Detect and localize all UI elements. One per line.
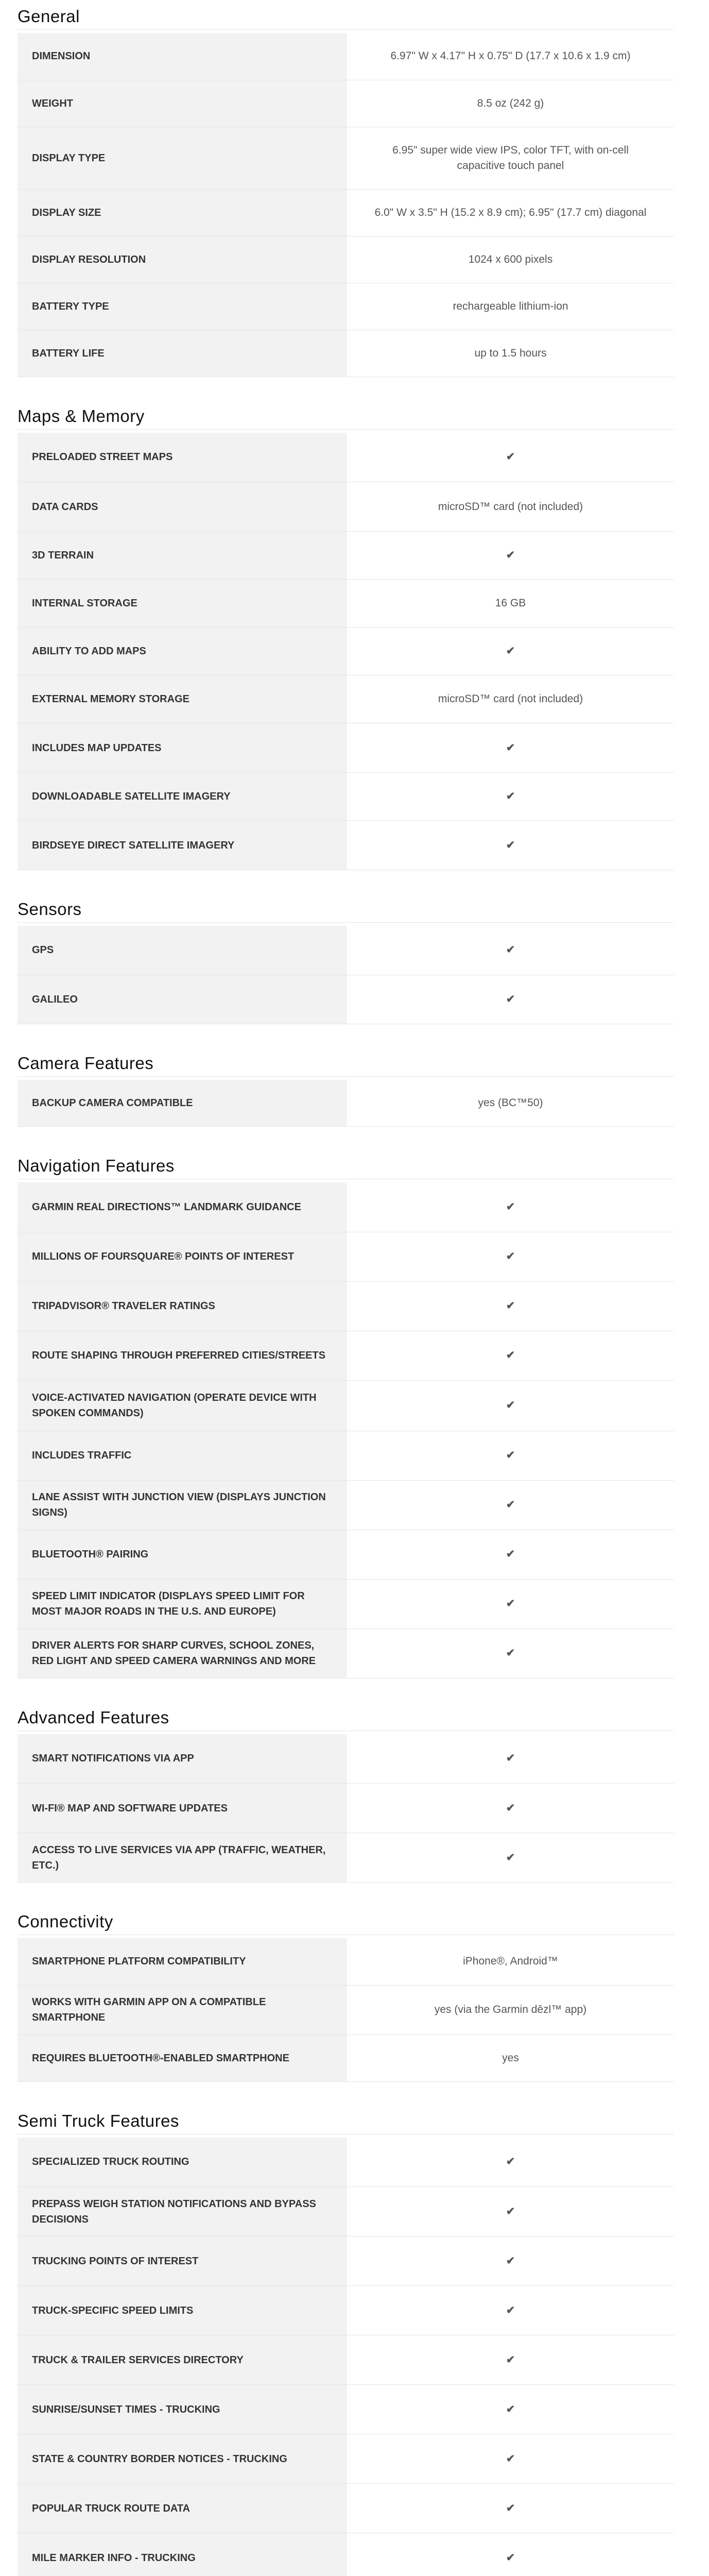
spec-label: PREPASS WEIGH STATION NOTIFICATIONS AND BYPASS DECISIONS bbox=[18, 2187, 347, 2236]
spec-table bbox=[18, 1080, 674, 1127]
spec-row bbox=[18, 1734, 674, 1784]
spec-label: SPECIALIZED TRUCK ROUTING bbox=[18, 2138, 347, 2187]
spec-label: EXTERNAL MEMORY STORAGE bbox=[18, 675, 347, 723]
spec-row bbox=[18, 1431, 674, 1480]
spec-row bbox=[18, 723, 674, 773]
spec-row bbox=[18, 821, 674, 870]
checkmark-icon: ✔ bbox=[347, 821, 674, 870]
spec-label: MILE MARKER INFO - TRUCKING bbox=[18, 2533, 347, 2576]
spec-label: DIMENSION bbox=[18, 33, 347, 80]
spec-row bbox=[18, 2484, 674, 2533]
spec-row bbox=[18, 773, 674, 821]
spec-section bbox=[18, 1908, 674, 2082]
spec-label: INTERNAL STORAGE bbox=[18, 580, 347, 628]
spec-row bbox=[18, 2385, 674, 2434]
spec-label: DISPLAY TYPE bbox=[18, 127, 347, 189]
checkmark-icon: ✔ bbox=[347, 2385, 674, 2434]
spec-row bbox=[18, 1629, 674, 1678]
checkmark-icon: ✔ bbox=[347, 1380, 674, 1431]
checkmark-icon: ✔ bbox=[347, 628, 674, 675]
spec-value: 6.97" W x 4.17" H x 0.75" D (17.7 x 10.6 x 1.9 cm) bbox=[347, 33, 674, 80]
spec-section bbox=[18, 3, 674, 377]
spec-section bbox=[18, 896, 674, 1024]
checkmark-icon: ✔ bbox=[347, 2434, 674, 2484]
spec-label: SUNRISE/SUNSET TIMES - TRUCKING bbox=[18, 2385, 347, 2434]
spec-label: TRUCK & TRAILER SERVICES DIRECTORY bbox=[18, 2335, 347, 2385]
spec-table bbox=[18, 926, 674, 1024]
checkmark-icon: ✔ bbox=[347, 1579, 674, 1629]
section-title: Maps & Memory bbox=[18, 403, 674, 430]
spec-label: INCLUDES TRAFFIC bbox=[18, 1431, 347, 1480]
spec-label: DISPLAY SIZE bbox=[18, 189, 347, 236]
spec-label: SPEED LIMIT INDICATOR (DISPLAYS SPEED LIMIT FOR MOST MAJOR ROADS IN THE U.S. AND EUROPE) bbox=[18, 1579, 347, 1629]
spec-label: BATTERY TYPE bbox=[18, 283, 347, 330]
spec-label: GARMIN REAL DIRECTIONS™ LANDMARK GUIDANCE bbox=[18, 1182, 347, 1232]
checkmark-icon: ✔ bbox=[347, 2138, 674, 2187]
checkmark-icon: ✔ bbox=[347, 1629, 674, 1678]
spec-row bbox=[18, 2434, 674, 2484]
spec-label: DOWNLOADABLE SATELLITE IMAGERY bbox=[18, 773, 347, 821]
spec-row bbox=[18, 127, 674, 189]
spec-label: LANE ASSIST WITH JUNCTION VIEW (DISPLAYS JUNCTION SIGNS) bbox=[18, 1480, 347, 1530]
spec-row bbox=[18, 1985, 674, 2035]
section-title: Navigation Features bbox=[18, 1153, 674, 1179]
spec-row bbox=[18, 2533, 674, 2576]
spec-label: INCLUDES MAP UPDATES bbox=[18, 723, 347, 773]
spec-section bbox=[18, 1704, 674, 1883]
spec-row bbox=[18, 1579, 674, 1629]
spec-label: VOICE-ACTIVATED NAVIGATION (OPERATE DEVICE WITH SPOKEN COMMANDS) bbox=[18, 1380, 347, 1431]
spec-label: POPULAR TRUCK ROUTE DATA bbox=[18, 2484, 347, 2533]
section-title: Sensors bbox=[18, 896, 674, 923]
spec-row bbox=[18, 283, 674, 330]
spec-row bbox=[18, 975, 674, 1024]
spec-value: 6.95" super wide view IPS, color TFT, with on-cell capacitive touch panel bbox=[347, 127, 674, 189]
spec-label: GPS bbox=[18, 926, 347, 975]
spec-row bbox=[18, 1938, 674, 1985]
spec-section bbox=[18, 1153, 674, 1679]
spec-value: microSD™ card (not included) bbox=[347, 482, 674, 532]
section-title: Semi Truck Features bbox=[18, 2108, 674, 2134]
checkmark-icon: ✔ bbox=[347, 2484, 674, 2533]
checkmark-icon: ✔ bbox=[347, 2236, 674, 2286]
checkmark-icon: ✔ bbox=[347, 1530, 674, 1579]
spec-row bbox=[18, 433, 674, 482]
spec-row bbox=[18, 675, 674, 723]
spec-row bbox=[18, 1833, 674, 1883]
spec-label: BATTERY LIFE bbox=[18, 330, 347, 377]
spec-label: TRIPADVISOR® TRAVELER RATINGS bbox=[18, 1281, 347, 1331]
spec-value: yes bbox=[347, 2035, 674, 2081]
checkmark-icon: ✔ bbox=[347, 2335, 674, 2385]
spec-label: SMART NOTIFICATIONS VIA APP bbox=[18, 1734, 347, 1784]
spec-label: REQUIRES BLUETOOTH®-ENABLED SMARTPHONE bbox=[18, 2035, 347, 2081]
checkmark-icon: ✔ bbox=[347, 1480, 674, 1530]
spec-label: ABILITY TO ADD MAPS bbox=[18, 628, 347, 675]
checkmark-icon: ✔ bbox=[347, 1784, 674, 1833]
spec-row bbox=[18, 628, 674, 675]
spec-row bbox=[18, 1080, 674, 1127]
spec-row bbox=[18, 1530, 674, 1579]
spec-row bbox=[18, 236, 674, 283]
spec-label: DISPLAY RESOLUTION bbox=[18, 236, 347, 283]
spec-value: iPhone®, Android™ bbox=[347, 1938, 674, 1985]
spec-section bbox=[18, 2108, 674, 2576]
spec-value: yes (via the Garmin dēzl™ app) bbox=[347, 1985, 674, 2035]
spec-row bbox=[18, 1784, 674, 1833]
spec-row bbox=[18, 926, 674, 975]
spec-label: WEIGHT bbox=[18, 80, 347, 127]
checkmark-icon: ✔ bbox=[347, 1232, 674, 1281]
checkmark-icon: ✔ bbox=[347, 532, 674, 580]
spec-row bbox=[18, 1380, 674, 1431]
checkmark-icon: ✔ bbox=[347, 2286, 674, 2335]
spec-section bbox=[18, 403, 674, 871]
checkmark-icon: ✔ bbox=[347, 1281, 674, 1331]
checkmark-icon: ✔ bbox=[347, 1833, 674, 1883]
checkmark-icon: ✔ bbox=[347, 433, 674, 482]
spec-label: TRUCK-SPECIFIC SPEED LIMITS bbox=[18, 2286, 347, 2335]
spec-row bbox=[18, 80, 674, 127]
spec-table bbox=[18, 433, 674, 871]
spec-label: BACKUP CAMERA COMPATIBLE bbox=[18, 1080, 347, 1127]
spec-row bbox=[18, 2035, 674, 2081]
spec-label: 3D TERRAIN bbox=[18, 532, 347, 580]
section-title: Connectivity bbox=[18, 1908, 674, 1935]
spec-label: SMARTPHONE PLATFORM COMPATIBILITY bbox=[18, 1938, 347, 1985]
checkmark-icon: ✔ bbox=[347, 723, 674, 773]
spec-table bbox=[18, 1182, 674, 1679]
spec-table bbox=[18, 1734, 674, 1883]
checkmark-icon: ✔ bbox=[347, 2533, 674, 2576]
spec-row bbox=[18, 330, 674, 377]
spec-row bbox=[18, 2236, 674, 2286]
spec-table bbox=[18, 1938, 674, 2082]
spec-row bbox=[18, 1182, 674, 1232]
section-title: Advanced Features bbox=[18, 1704, 674, 1731]
spec-label: GALILEO bbox=[18, 975, 347, 1024]
spec-row bbox=[18, 532, 674, 580]
spec-label: DATA CARDS bbox=[18, 482, 347, 532]
spec-label: BIRDSEYE DIRECT SATELLITE IMAGERY bbox=[18, 821, 347, 870]
spec-label: ACCESS TO LIVE SERVICES VIA APP (TRAFFIC, WEATHER, ETC.) bbox=[18, 1833, 347, 1883]
spec-row bbox=[18, 2138, 674, 2187]
section-title: General bbox=[18, 3, 674, 30]
spec-label: MILLIONS OF FOURSQUARE® POINTS OF INTEREST bbox=[18, 1232, 347, 1281]
checkmark-icon: ✔ bbox=[347, 773, 674, 821]
section-title: Camera Features bbox=[18, 1050, 674, 1077]
spec-row bbox=[18, 33, 674, 80]
spec-table bbox=[18, 33, 674, 377]
spec-value: yes (BC™50) bbox=[347, 1080, 674, 1127]
spec-label: DRIVER ALERTS FOR SHARP CURVES, SCHOOL ZONES, RED LIGHT AND SPEED CAMERA WARNINGS AND MORE bbox=[18, 1629, 347, 1678]
spec-value: up to 1.5 hours bbox=[347, 330, 674, 377]
spec-table bbox=[18, 2138, 674, 2576]
spec-row bbox=[18, 1480, 674, 1530]
spec-value: 16 GB bbox=[347, 580, 674, 628]
checkmark-icon: ✔ bbox=[347, 975, 674, 1024]
checkmark-icon: ✔ bbox=[347, 1331, 674, 1380]
checkmark-icon: ✔ bbox=[347, 1734, 674, 1784]
spec-row bbox=[18, 1281, 674, 1331]
checkmark-icon: ✔ bbox=[347, 1431, 674, 1480]
spec-value: rechargeable lithium-ion bbox=[347, 283, 674, 330]
spec-value: 8.5 oz (242 g) bbox=[347, 80, 674, 127]
spec-label: PRELOADED STREET MAPS bbox=[18, 433, 347, 482]
spec-label: STATE & COUNTRY BORDER NOTICES - TRUCKING bbox=[18, 2434, 347, 2484]
spec-row bbox=[18, 1232, 674, 1281]
spec-label: WI-FI® MAP AND SOFTWARE UPDATES bbox=[18, 1784, 347, 1833]
checkmark-icon: ✔ bbox=[347, 2187, 674, 2236]
spec-label: TRUCKING POINTS OF INTEREST bbox=[18, 2236, 347, 2286]
spec-row bbox=[18, 189, 674, 236]
spec-label: ROUTE SHAPING THROUGH PREFERRED CITIES/STREETS bbox=[18, 1331, 347, 1380]
spec-row bbox=[18, 2286, 674, 2335]
spec-row bbox=[18, 2335, 674, 2385]
spec-row bbox=[18, 482, 674, 532]
spec-label: BLUETOOTH® PAIRING bbox=[18, 1530, 347, 1579]
checkmark-icon: ✔ bbox=[347, 926, 674, 975]
spec-value: 1024 x 600 pixels bbox=[347, 236, 674, 283]
spec-label: WORKS WITH GARMIN APP ON A COMPATIBLE SMARTPHONE bbox=[18, 1985, 347, 2035]
spec-row bbox=[18, 2187, 674, 2236]
spec-value: microSD™ card (not included) bbox=[347, 675, 674, 723]
spec-value: 6.0" W x 3.5" H (15.2 x 8.9 cm); 6.95" (17.7 cm) diagonal bbox=[347, 189, 674, 236]
spec-row bbox=[18, 580, 674, 628]
spec-row bbox=[18, 1331, 674, 1380]
spec-section bbox=[18, 1050, 674, 1127]
checkmark-icon: ✔ bbox=[347, 1182, 674, 1232]
